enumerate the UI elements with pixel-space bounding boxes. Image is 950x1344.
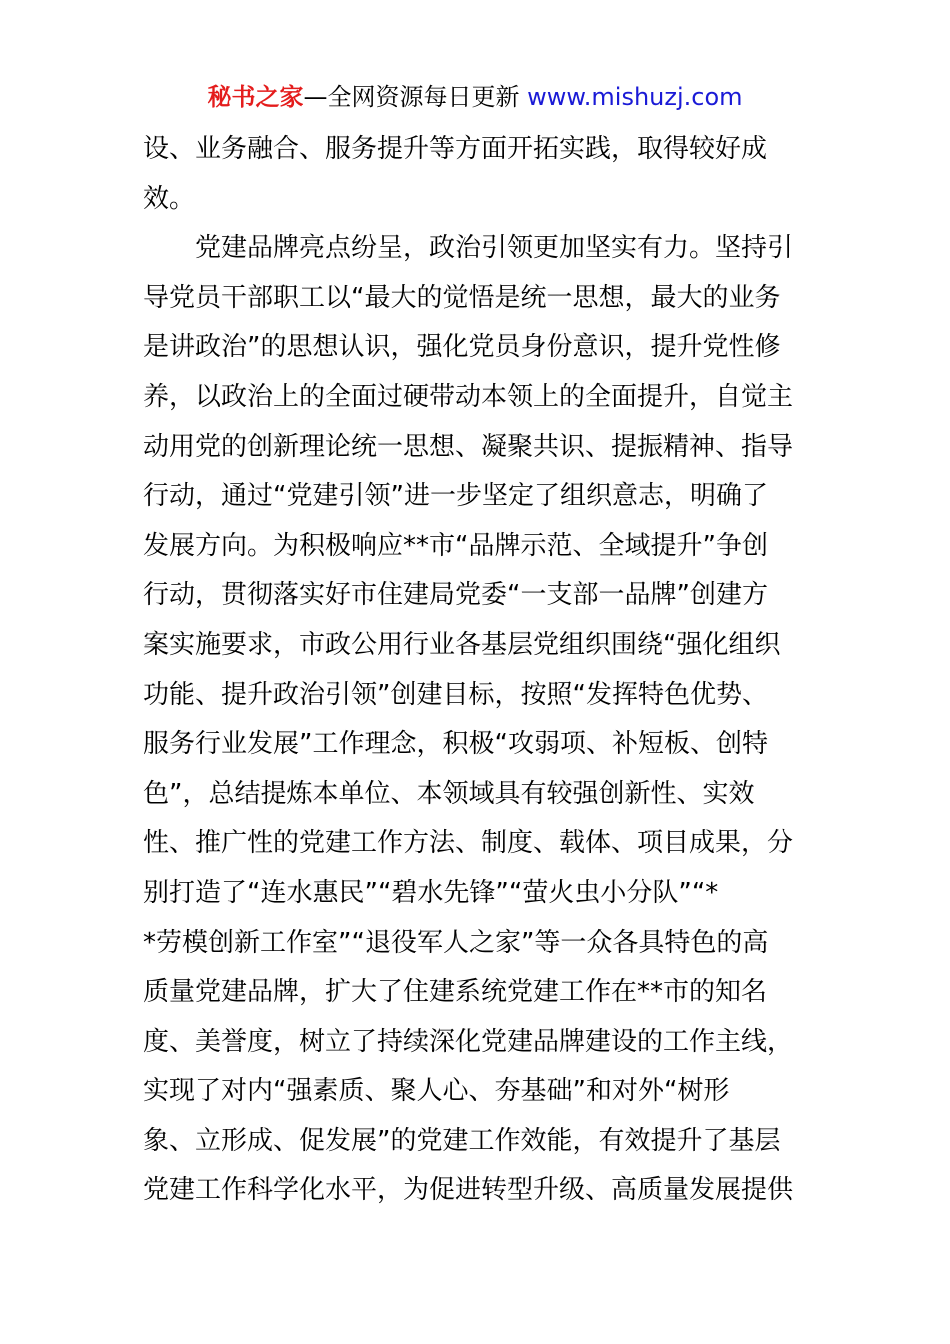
paragraph-start-line: 党建品牌亮点纷呈，政治引领更加坚实有力。坚持引 bbox=[195, 233, 794, 264]
text-line: 动用党的创新理论统一思想、凝聚共识、提振精神、指导 bbox=[143, 431, 794, 462]
site-url-link[interactable]: www.mishuzj.com bbox=[527, 83, 743, 111]
text-line: 案实施要求，市政公用行业各基层党组织围绕“强化组织 bbox=[143, 629, 781, 660]
text-line: 质量党建品牌，扩大了住建系统党建工作在**市的知名 bbox=[143, 977, 768, 1008]
text-line: 设、业务融合、服务提升等方面开拓实践，取得较好成 bbox=[143, 134, 768, 164]
text-line: 实现了对内“强素质、聚人心、夯基础”和对外“树形 bbox=[143, 1076, 730, 1107]
text-line: 行动，通过“党建引领”进一步坚定了组织意志，明确了 bbox=[143, 481, 768, 512]
header-tagline: —全网资源每日更新 bbox=[303, 83, 528, 111]
text-line: 色”，总结提炼本单位、本领域具有较强创新性、实效 bbox=[143, 778, 755, 809]
brand-name: 秘书之家 bbox=[207, 83, 304, 111]
text-line: 效。 bbox=[143, 183, 196, 214]
text-line: 功能、提升政治引领”创建目标，按照“发挥特色优势、 bbox=[143, 679, 768, 710]
text-line: 服务行业发展”工作理念，积极“攻弱项、补短板、创特 bbox=[143, 729, 768, 760]
text-line: 是讲政治”的思想认识，强化党员身份意识，提升党性修 bbox=[143, 332, 781, 363]
text-line: 行动，贯彻落实好市住建局党委“一支部一品牌”创建方 bbox=[143, 580, 768, 611]
text-line: *劳模创新工作室”“退役军人之家”等一众各具特色的高 bbox=[143, 927, 769, 958]
page-header bbox=[0, 80, 950, 114]
document-body bbox=[143, 125, 808, 1216]
text-line: 性、推广性的党建工作方法、制度、载体、项目成果，分 bbox=[143, 828, 794, 859]
text-line: 别打造了“连水惠民”“碧水先锋”“萤火虫小分队”“* bbox=[143, 877, 719, 908]
text-line: 度、美誉度，树立了持续深化党建品牌建设的工作主线， bbox=[143, 1026, 794, 1057]
text-line: 象、立形成、促发展”的党建工作效能，有效提升了基层 bbox=[143, 1125, 781, 1156]
text-line: 养，以政治上的全面过硬带动本领上的全面提升，自觉主 bbox=[143, 381, 794, 412]
text-line: 党建工作科学化水平，为促进转型升级、高质量发展提供 bbox=[143, 1175, 794, 1206]
text-line: 发展方向。为积极响应**市“品牌示范、全域提升”争创 bbox=[143, 530, 768, 561]
text-line: 导党员干部职工以“最大的觉悟是统一思想，最大的业务 bbox=[143, 282, 781, 313]
